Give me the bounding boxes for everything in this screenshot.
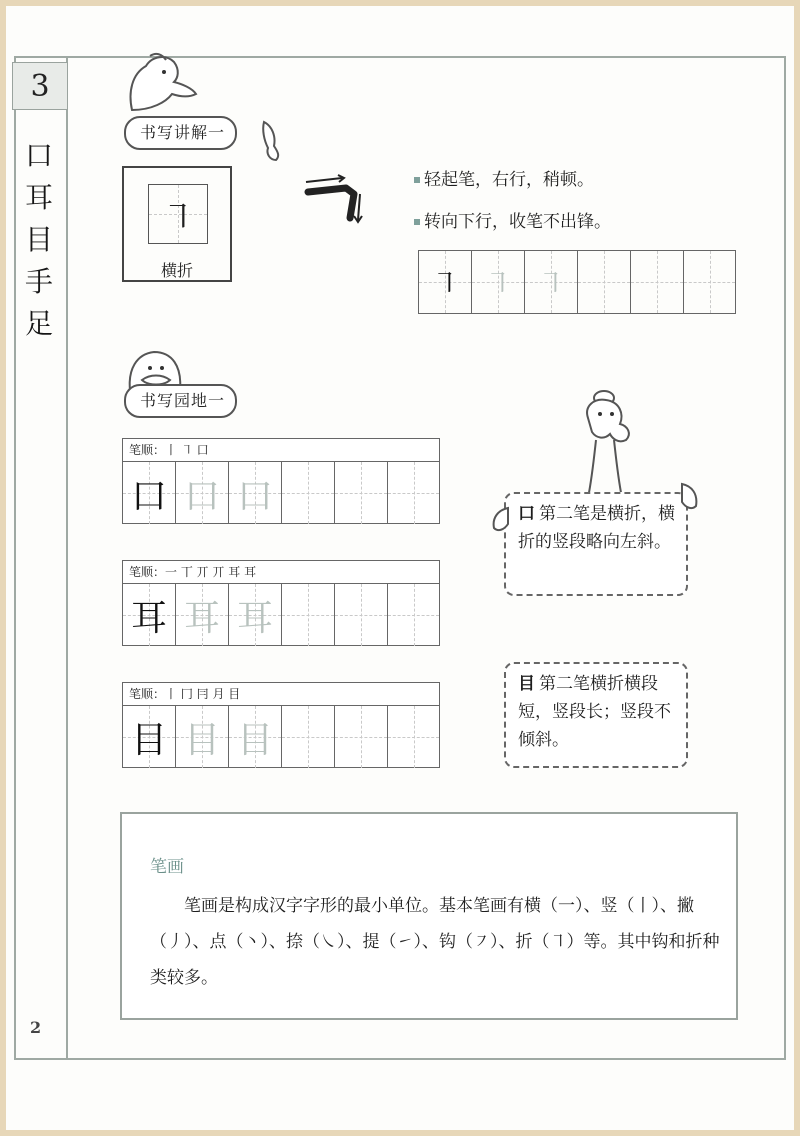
- duck-wing-right-icon: [678, 480, 700, 512]
- practice-cell[interactable]: [229, 462, 282, 524]
- lesson-number: 3: [12, 62, 68, 110]
- lesson-title: [14, 138, 64, 342]
- practice-glyph: 耳: [236, 597, 273, 639]
- practice-cell[interactable]: [229, 706, 282, 768]
- stroke-order-label: 笔顺：: [129, 443, 166, 457]
- stroke-direction-arrows-icon: [302, 172, 366, 226]
- practice-box-er: [122, 560, 440, 646]
- practice-glyph: 目: [183, 719, 220, 761]
- stroke-order-sequence: 丨 ㇕ 口: [165, 443, 209, 457]
- bullet-icon: [414, 177, 420, 183]
- trace-glyph: ㇕: [483, 267, 512, 300]
- trace-glyph: ㇕: [430, 267, 459, 300]
- title-char: 耳: [24, 181, 53, 214]
- practice-cell[interactable]: [282, 584, 335, 646]
- trace-grid: [418, 250, 736, 314]
- note-text: 第二笔是横折，横折的竖段略向左斜。: [518, 504, 675, 552]
- practice-cell[interactable]: [176, 584, 229, 646]
- practice-glyph: 目: [130, 719, 167, 761]
- section-label-explanation: 书写讲解一: [124, 116, 237, 150]
- practice-cell[interactable]: [176, 462, 229, 524]
- note-mu: [504, 662, 688, 768]
- practice-cell[interactable]: [282, 706, 335, 768]
- bottom-rule: [14, 1058, 786, 1060]
- stroke-name: 横折: [160, 261, 193, 280]
- title-char: 手: [24, 265, 53, 298]
- practice-cell[interactable]: [229, 584, 282, 646]
- sidebar-rule: [66, 56, 68, 1060]
- instruction-line: [414, 168, 594, 192]
- practice-cells: [123, 706, 439, 768]
- note-kou: [504, 492, 688, 596]
- note-char: 目: [518, 674, 535, 694]
- stroke-order-sequence: 丨 冂 冃 月 目: [165, 687, 241, 701]
- bullet-icon: [414, 219, 420, 225]
- textbook-page: [6, 6, 794, 1130]
- practice-cell[interactable]: [335, 706, 388, 768]
- duck-mascot-icon: [122, 48, 202, 116]
- page-number: 2: [30, 1018, 42, 1037]
- info-panel: [120, 812, 738, 1020]
- duck-hand-icon: [258, 118, 284, 162]
- practice-glyph: 耳: [130, 597, 167, 639]
- practice-cell[interactable]: [388, 584, 439, 646]
- trace-cell[interactable]: [578, 251, 631, 313]
- practice-cell[interactable]: [388, 706, 439, 768]
- duck-holding-sign-icon: [574, 388, 650, 500]
- practice-cells: [123, 462, 439, 524]
- stroke-order-label: 笔顺：: [129, 687, 166, 701]
- practice-cell[interactable]: [335, 462, 388, 524]
- title-char: 目: [24, 223, 53, 256]
- practice-cell[interactable]: [282, 462, 335, 524]
- practice-box-kou: [122, 438, 440, 524]
- practice-cell[interactable]: [335, 584, 388, 646]
- trace-cell[interactable]: [525, 251, 578, 313]
- info-title: 笔画: [150, 857, 184, 877]
- title-char: 口: [24, 139, 53, 172]
- practice-cell[interactable]: [123, 584, 176, 646]
- practice-cell[interactable]: [123, 462, 176, 524]
- section-label-practice: 书写园地一: [124, 384, 237, 418]
- right-rule: [784, 56, 786, 1060]
- practice-cell[interactable]: [123, 706, 176, 768]
- practice-glyph: 口: [236, 475, 273, 517]
- stroke-demo-grid: [148, 184, 208, 244]
- trace-cell[interactable]: [419, 251, 472, 313]
- note-text: 第二笔横折横段短，竖段长；竖段不倾斜。: [518, 674, 671, 750]
- trace-cell[interactable]: [472, 251, 525, 313]
- practice-cell[interactable]: [388, 462, 439, 524]
- stroke-order-sequence: 一 丅 丌 丌 耳 耳: [165, 565, 257, 579]
- info-body: 笔画是构成汉字字形的最小单位。基本笔画有横（一）、竖（丨）、撇（丿）、点（丶）、捺（㇏）、提（㇀）、钩（㇇）、折（㇕）等。其中钩和折种类较多。: [150, 896, 720, 988]
- practice-glyph: 口: [183, 475, 220, 517]
- trace-cell[interactable]: [631, 251, 684, 313]
- stroke-order-row: [123, 561, 439, 584]
- practice-glyph: 目: [236, 719, 273, 761]
- instruction-text: 转向下行，收笔不出锋。: [424, 212, 611, 232]
- practice-cell[interactable]: [176, 706, 229, 768]
- duck-wing-left-icon: [490, 504, 512, 534]
- practice-cells: [123, 584, 439, 646]
- stroke-demo-box: [122, 166, 232, 282]
- stroke-order-row: [123, 439, 439, 462]
- trace-glyph: ㇕: [536, 267, 565, 300]
- stroke-order-label: 笔顺：: [129, 565, 166, 579]
- instruction-line: [414, 210, 611, 234]
- stroke-order-row: [123, 683, 439, 706]
- practice-box-mu: [122, 682, 440, 768]
- practice-glyph: 口: [130, 475, 167, 517]
- title-char: 足: [24, 307, 53, 340]
- instruction-text: 轻起笔，右行，稍顿。: [424, 170, 594, 190]
- stroke-demo-glyph: ㇕: [161, 197, 195, 238]
- practice-glyph: 耳: [183, 597, 220, 639]
- note-char: 口: [518, 504, 535, 524]
- trace-cell[interactable]: [684, 251, 735, 313]
